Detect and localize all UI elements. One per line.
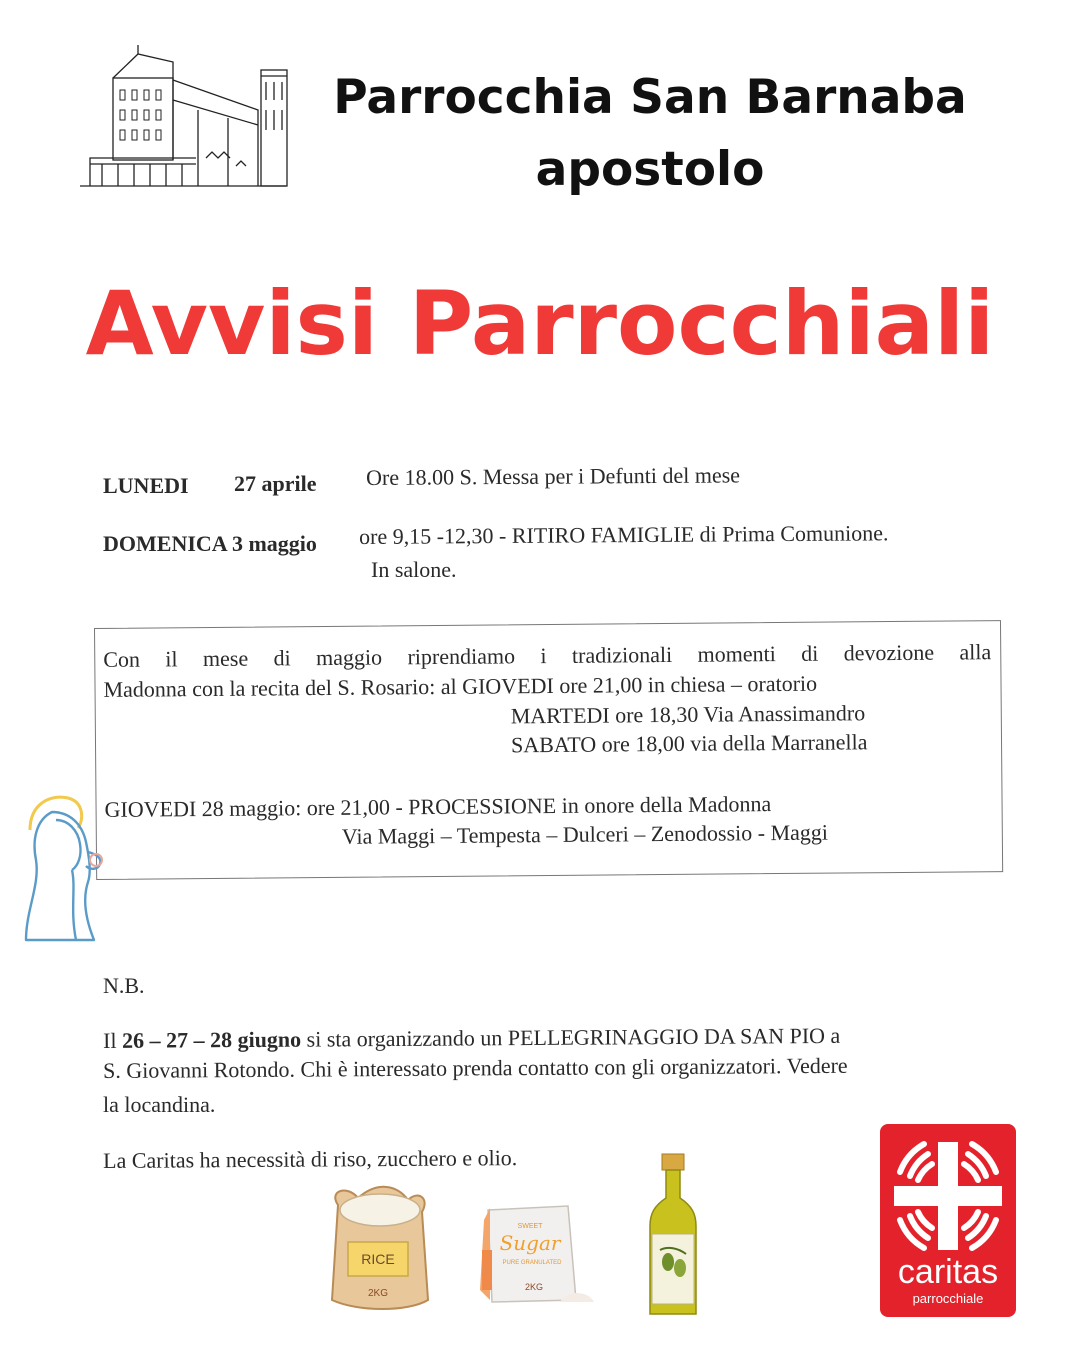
olive-oil-bottle-icon	[650, 1154, 696, 1314]
monday-text: Ore 18.00 S. Messa per i Defunti del mese	[366, 462, 741, 490]
food-products	[318, 1150, 718, 1320]
pilgrimage-line-3: la locandina.	[103, 1092, 216, 1117]
sunday-text: ore 9,15 -12,30 - RITIRO FAMIGLIE di Prima Comunione.	[359, 520, 889, 549]
box-line-2: Madonna con la recita del S. Rosario: al GIOVEDI ore 21,00 in chiesa – oratorio	[103, 670, 818, 702]
sunday-date: DOMENICA 3 maggio	[103, 531, 317, 556]
page-title: Avvisi Parrocchiali	[85, 272, 995, 375]
sugar-weight: 2KG	[524, 1282, 544, 1292]
sunday-text-2: In salone.	[371, 557, 457, 582]
pilgrimage-line-2: S. Giovanni Rotondo. Chi è interessato prenda contatto con gli organizzatori. Vedere	[103, 1052, 848, 1083]
parish-name-line1: Parrocchia San Barnaba	[333, 70, 967, 125]
madonna-icon	[22, 790, 112, 945]
pilgrimage-line-1	[103, 1023, 840, 1054]
rice-weight: 2KG	[367, 1288, 389, 1299]
caritas-cross-icon	[888, 1136, 1008, 1256]
notice-monday	[103, 473, 189, 499]
sugar-bag-icon	[480, 1206, 594, 1302]
rice-bag-icon	[332, 1187, 428, 1309]
box-line-5: GIOVEDI 28 maggio: ore 21,00 - PROCESSIONE in onore della Madonna	[104, 791, 772, 822]
rice-label: RICE	[361, 1251, 395, 1267]
pilgrimage-rest: si sta organizzando un PELLEGRINAGGIO DA SAN PIO a	[301, 1022, 841, 1052]
monday-day: LUNEDI	[103, 473, 189, 498]
caritas-need-text: La Caritas ha necessità di riso, zucchero e olio.	[103, 1145, 518, 1173]
monday-date: 27 aprile	[234, 471, 317, 496]
caritas-name: caritas	[897, 1253, 999, 1291]
sugar-label: Sugar	[499, 1231, 561, 1255]
box-line-1: Con il mese di maggio riprendiamo i tradizionali momenti di devozione alla	[103, 639, 992, 672]
pilgrimage-prefix: Il	[103, 1027, 123, 1053]
box-line-3: MARTEDI ore 18,30 Via Anassimandro	[510, 700, 866, 729]
rosary-notice-box	[94, 620, 1003, 880]
caritas-logo	[880, 1124, 1016, 1317]
caritas-subtitle: parrocchiale	[912, 1291, 984, 1306]
box-line-4: SABATO ore 18,00 via della Marranella	[510, 729, 868, 758]
parish-name-line2: apostolo	[535, 142, 765, 197]
sugar-sub: PURE GRANULATED	[502, 1260, 562, 1266]
pilgrimage-dates: 26 – 27 – 28 giugno	[121, 1026, 302, 1053]
box-line-6: Via Maggi – Tempesta – Dulceri – Zenodossio - Maggi	[341, 819, 829, 849]
nb-label: N.B.	[103, 973, 145, 998]
sugar-top: SWEET	[517, 1223, 543, 1230]
church-drawing-icon	[78, 40, 288, 190]
parish-name	[320, 62, 980, 206]
